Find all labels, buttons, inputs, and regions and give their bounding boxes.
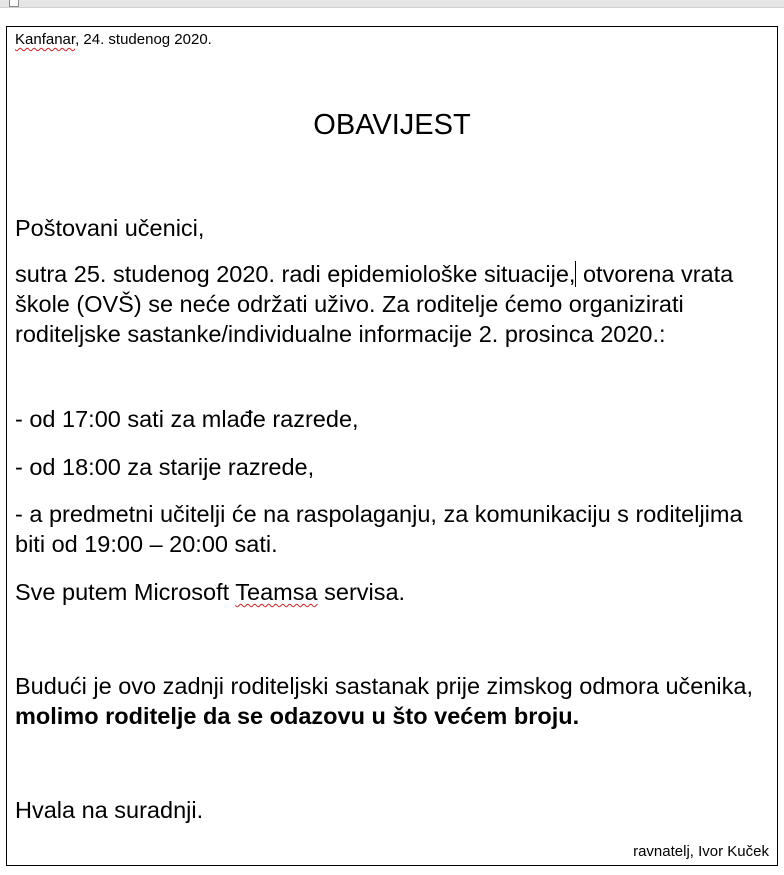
date-text: , 24. studenog 2020. — [75, 31, 212, 48]
teams-line — [15, 577, 767, 607]
paragraph-appeal — [15, 671, 767, 731]
teams-line-before: Sve putem Microsoft — [15, 579, 236, 605]
place-name: Kanfanar — [15, 31, 76, 48]
signature: ravnatelj, Ivor Kuček — [633, 843, 769, 860]
document-title: OBAVIJEST — [313, 109, 471, 141]
closing-line: Hvala na suradnji. — [15, 797, 204, 823]
document-page[interactable] — [6, 26, 778, 866]
paragraph-appeal-bold: molimo roditelje da se odazovu u što većem broju. — [15, 703, 580, 729]
list-item-older-grades: - od 18:00 za starije razrede, — [15, 454, 315, 480]
teams-line-after: servisa. — [317, 579, 406, 605]
teams-word: Teamsa — [235, 579, 318, 605]
paragraph-announcement-part2: otvorena vrata škole (OVŠ) se neće održati uživo. Za roditelje ćemo organizirati roditeljske sastanke/individualne informacije 2. prosinca 2020.: — [15, 261, 734, 347]
document-top-ruler — [0, 0, 784, 8]
greeting: Poštovani učenici, — [15, 215, 205, 241]
paragraph-announcement-part1: sutra 25. studenog 2020. radi epidemiološke situacije, — [15, 261, 576, 287]
ruler-handle-icon[interactable] — [9, 0, 19, 7]
list-item-younger-grades: - od 17:00 sati za mlađe razrede, — [15, 406, 359, 432]
list-item-subject-teachers: - a predmetni učitelji će na raspolaganju, za komunikaciju s roditeljima biti od 19:00 – 20:00 sati. — [15, 501, 743, 557]
place-date-line — [15, 31, 212, 48]
paragraph-appeal-normal: Budući je ovo zadnji roditeljski sastanak prije zimskog odmora učenika, — [15, 673, 754, 699]
paragraph-announcement — [15, 259, 767, 349]
